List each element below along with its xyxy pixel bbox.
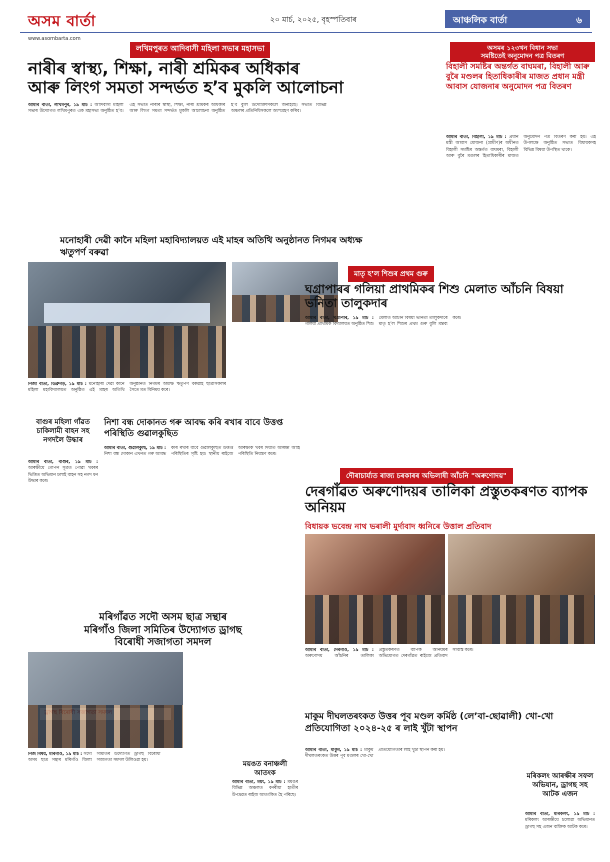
masthead-rule bbox=[20, 32, 592, 33]
story4-headline-line1: মৰিগাঁৱত সদৌ অসম ছাত্ৰ সন্থাৰ bbox=[99, 612, 227, 623]
small1-text: ময়ঙৰ বিভিন্ন অঞ্চলত বনৰীয়া হাতীৰ উপদ্ৰৱত ৰাইজ আতংকিত হৈ পৰিছে। bbox=[232, 780, 298, 798]
right-top-text: প্ৰধান মন্ত্ৰী আবাস যোজনা (গ্ৰামীণ)ৰ অধীনত বিহালী সমষ্টিৰ অন্তৰ্গত বাঘমৰা, বিহালী আৰু বুৰৈ মণ্ডলৰ হিতাধিকাৰীৰ মাজত অনুমোদন পত্ৰ বিতৰণ কৰা হয়। এই উপলক্ষে অনুষ্ঠিত সভাত বিধায়কসহ বিভিন্ন বিষয়া উপস্থিত থাকে। bbox=[446, 135, 596, 160]
story2-caption-block bbox=[28, 382, 226, 414]
story5-kicker: মাতৃ হ’ল শিশুৰ প্ৰথম গুৰু bbox=[348, 266, 434, 282]
story1-headline-line2: আৰু লিংগ সমতা সন্দৰ্ভত হ’ব মুকলি আলোচনা bbox=[28, 77, 344, 97]
story7-headline[interactable]: মাকুম দীঘলতৰংকত উত্তৰ পূব মণ্ডল কৰ্মিষ্ঠ (লে’বা-ছোৱালী) খো-খো প্ৰতিযোগিতা ২০২৪-২৫ ৰ লাই খুঁটা স্থাপন bbox=[305, 712, 554, 734]
right-top-headline[interactable]: বিহালী সমষ্টিৰ অন্তৰ্গত বাঘমৰা, বিহালী আৰু বুৰৈ মণ্ডলৰ হিতাধিকাৰীৰ মাজত প্ৰধান মন্ত্ৰী আবাস যোজনাৰ অনুমোদন পত্ৰ বিতৰণ bbox=[446, 62, 590, 91]
right-top-kicker-line2: সমষ্টিতেই অনুমোদন পত্ৰ বিতৰণ bbox=[480, 52, 565, 60]
story1-headline-line1: নাৰীৰ স্বাস্থ্য, শিক্ষা, নাৰী শ্ৰমিকৰ অধিকাৰ bbox=[28, 59, 300, 78]
dateline: ২০ মাৰ্চ, ২০২৫, বৃহস্পতিবাৰ bbox=[270, 15, 357, 24]
story1-kicker: লখিমপুৰত আদিবাসী মহিলা সভাৰ মহাসভা bbox=[130, 42, 270, 58]
story7-byline: আমাৰ বাৰ্তা, মাকুম, ১৯ মাৰ্চ : bbox=[305, 748, 362, 753]
story5-body bbox=[305, 316, 595, 448]
small1-body bbox=[232, 780, 298, 852]
small2-byline: আমাৰ বাৰ্তা, মৰিকলং, ১৯ মাৰ্চ : bbox=[525, 812, 595, 817]
story6-photo-1[interactable] bbox=[305, 534, 445, 644]
page-number: ৬ bbox=[576, 16, 582, 26]
story6-body bbox=[305, 648, 595, 708]
story4-headline-line2: মৰিগাঁও জিলা সমিতিৰ উদ্যোগত ড্ৰাগছ bbox=[84, 624, 242, 636]
section-name: আঞ্চলিক বাৰ্তা bbox=[453, 16, 508, 26]
story5-byline: আমাৰ বাৰ্তা, ঘগ্ৰাপাৰ, ১৯ মাৰ্চ : bbox=[305, 316, 374, 321]
sidebar1-headline[interactable]: বাগুৰ মহিলা গাঁৱত চাকিলামী বাহন সহ নগদলৈ উদ্ধাৰ bbox=[36, 418, 90, 444]
story6-kicker: দৌৰাচাৰ্য্যত ৰাজ্য চৰকাৰৰ অভিলাষী আঁচনি "অৰুণোদয়" bbox=[340, 468, 513, 484]
protesters-1 bbox=[305, 595, 445, 645]
story6-byline: আমাৰ বাৰ্তা, দেৰগাঁও, ১৯ মাৰ্চ : bbox=[305, 648, 374, 653]
brand-url: www.asombarta.com bbox=[28, 36, 81, 42]
story1-byline: আমাৰ বাৰ্তা, লখিমপুৰ, ১৯ মাৰ্চ : bbox=[28, 103, 92, 108]
story7-body bbox=[305, 748, 520, 852]
rally-people bbox=[28, 705, 183, 748]
people-group bbox=[28, 326, 226, 378]
small2-text: মৰিকলং আৰক্ষীয়ে চলোৱা অভিযানত ড্ৰাগছ সহ এজন ব্যক্তিক আটক কৰে। bbox=[525, 818, 595, 830]
story3-body bbox=[104, 446, 300, 606]
small2-body bbox=[525, 812, 595, 852]
sidebar1-byline: আমাৰ বাৰ্তা, বাগুৰ, ১৯ মাৰ্চ : bbox=[28, 460, 98, 465]
story3-headline[interactable]: নিশা বন্ধ দোকানত গৰু আবদ্ধ কৰি ৰখাৰ বাবে উত্তপ্ত পৰিস্থিতি গুৱালকুছিত bbox=[104, 418, 284, 439]
right-top-byline: আমাৰ বাৰ্তা, বিহালী, ১৯ মাৰ্চ : bbox=[446, 135, 507, 140]
story4-caption: নিজ বিষয়, মৰিগাঁও, ১৯ মাৰ্চ : bbox=[28, 752, 83, 757]
right-top-body bbox=[446, 135, 596, 235]
story2-text: মনোহাৰী দেৱী কানৈ মহিলা মহাবিদ্যালয়ত অনুষ্ঠিত এই মাহৰ অতিথি অনুষ্ঠানত নিগমৰ অধ্যক্ষ ঋতুপৰ্ণ বৰুৱাই ছাত্ৰীসকলৰ সৈতে মত বিনিময় কৰে। bbox=[28, 382, 226, 394]
stage-banner bbox=[44, 303, 210, 324]
story6-photo-2[interactable] bbox=[448, 534, 595, 644]
story2-photo[interactable] bbox=[28, 262, 226, 378]
story3-byline: আমাৰ বাৰ্তা, গুৱালকুছি, ১৯ মাৰ্চ : bbox=[104, 446, 166, 451]
brand-name: অসম বাৰ্তা bbox=[28, 12, 96, 30]
story4-text: সদৌ অসম ছাত্ৰ সন্থাৰ মৰিগাঁও জিলা সমিতিৰ উদ্যোগত ড্ৰাগছ বিৰোধী সজাগতা সমদল উলিওৱা হয়। bbox=[28, 752, 161, 764]
small1-headline[interactable]: ময়ঙত বনাঞ্চলী আতংক bbox=[242, 760, 288, 777]
story5-text: গলিয়া প্ৰাথমিক বিদ্যালয়ত অনুষ্ঠিত শিশু মেলাত আঁচনি বিষয়া ভনিতা তালুকদাৰে মাতৃ হ’ল শিশুৰ প্ৰথম গুৰু বুলি মন্তব্য কৰে। bbox=[305, 316, 462, 328]
small2-headline[interactable]: মৰিকলং আৰক্ষীৰ সফল অভিযান, ড্ৰাগছ সহ আটক এজন bbox=[526, 772, 594, 798]
story6-subhead: বিধায়ক ভবেন্দ্ৰ নাথ ভৰালী মুৰ্দাবাদ ধ্বনিৰে উত্তাল প্ৰতিবাদ bbox=[305, 522, 492, 531]
sidebar1-body bbox=[28, 460, 98, 600]
story2-caption: নিজা বাৰ্তা, ডিব্ৰুগড়, ১৯ মাৰ্চ : bbox=[28, 382, 87, 387]
story6-text: অৰুণোদয় আঁচনিৰ তালিকা প্ৰস্তুতকৰণত ব্যাপক অনিয়মৰ অভিযোগত দেৰগাঁৱত ৰাইজে প্ৰতিবাদ সাব্যস্ত কৰে। bbox=[305, 648, 474, 660]
story1-headline[interactable] bbox=[28, 60, 428, 98]
story1-body bbox=[28, 103, 428, 228]
masthead bbox=[0, 0, 610, 42]
brand-logo[interactable] bbox=[28, 10, 96, 42]
small1-byline: আমাৰ বাৰ্তা, ময়ং, ১৯ মাৰ্চ : bbox=[232, 780, 286, 785]
sidebar1-text: আৰক্ষীয়ে গোপন সূত্ৰত পোৱা খবৰৰ ভিত্তিত অভিযান চলাই বাহন সহ নগদ ধন উদ্ধাৰ কৰে। bbox=[28, 466, 98, 485]
protesters-2 bbox=[448, 595, 595, 645]
story4-headline[interactable] bbox=[28, 612, 298, 650]
story4-headline-line3: বিৰোধী সজাগতা সমদল bbox=[114, 637, 212, 648]
story4-photo[interactable] bbox=[28, 652, 183, 748]
story5-headline[interactable]: ঘগ্ৰাপাৰৰ গলিয়া প্ৰাথমিকৰ শিশু মেলাত আঁচনি বিষয়া ভনিতা তালুকদাৰ bbox=[305, 282, 564, 310]
story6-headline[interactable]: দেৰগাঁৱত অৰুণোদয়ৰ তালিকা প্ৰস্তুতকৰণত ব্যাপক অনিয়ম bbox=[305, 484, 588, 516]
story3-text: নিশা বন্ধ দোকান এখনত গৰু আবদ্ধ কৰি ৰখাৰ বাবে গুৱালকুছিত উত্তপ্ত পৰিস্থিতিৰ সৃষ্টি হয়। স্থানীয় ৰাইজে আৰক্ষীক খবৰ দিয়াত আৰক্ষী আহি পৰিস্থিতি নিয়ন্ত্ৰণ কৰে। bbox=[104, 446, 300, 458]
story1-text: আদিবাসী মহিলা সভাৰ উদ্যোগত লখিমপুৰত এক মহাসভা অনুষ্ঠিত হ’ব। এই সভাত নাৰীৰ স্বাস্থ্য, শিক্ষা, নাৰী শ্ৰমিকৰ অধিকাৰ আৰু লিংগ সমতা সন্দৰ্ভত মুকলি আলোচনা অনুষ্ঠিত হ’ব বুলি উদ্যোক্তাসকলে জনাইছে। সভাত বিভিন্ন অঞ্চলৰ প্ৰতিনিধিসকলে অংশগ্ৰহণ কৰিব। bbox=[28, 103, 327, 115]
right-top-kicker-line1: অসমৰ ১২৩খন বিধান সভা bbox=[487, 44, 558, 52]
right-top-kicker bbox=[450, 42, 595, 62]
story7-text: মাকুম দীঘলতৰংকত উত্তৰ পূব মণ্ডলৰ খো-খো প্ৰতিযোগিতাৰ লাই খুঁটা স্থাপন কৰা হয়। bbox=[305, 748, 445, 760]
story2-headline[interactable]: মনোহাৰী দেৱী কানৈ মহিলা মহাবিদ্যালয়ত এই মাহৰ অতিথি অনুষ্ঠানত নিগমৰ অধ্যক্ষ ঋতুপৰ্ণ বৰুৱা bbox=[60, 236, 363, 258]
section-tag bbox=[445, 10, 590, 28]
